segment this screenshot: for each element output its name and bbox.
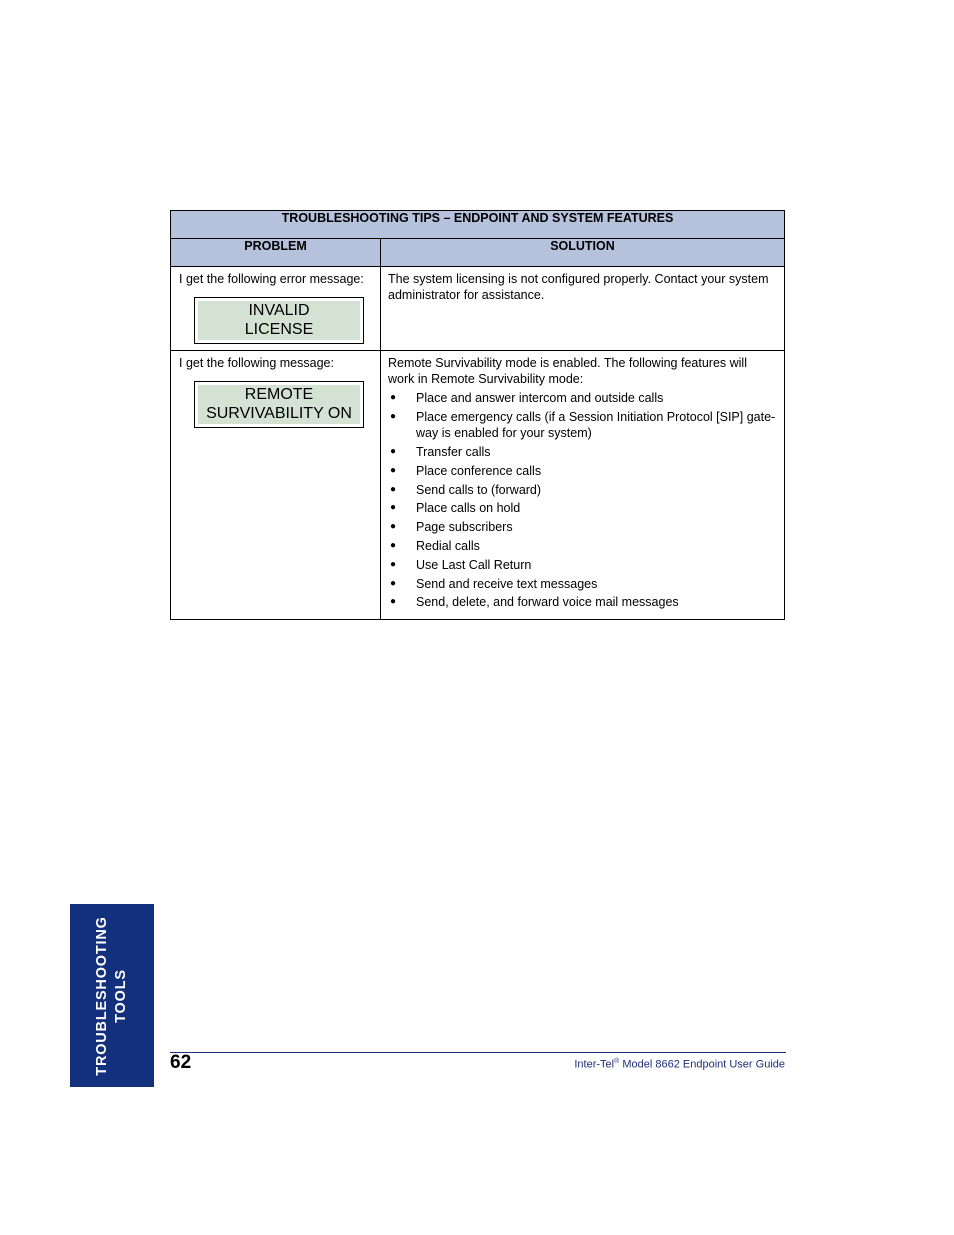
bullet-icon: ● xyxy=(390,558,397,570)
bullet-icon: ● xyxy=(390,392,397,403)
bullet-icon: ● xyxy=(390,410,397,422)
list-item xyxy=(388,538,776,555)
lcd-line: REMOTE xyxy=(244,386,314,403)
footer-guide-title xyxy=(574,1058,785,1071)
list-item-text: Send calls to (forward) xyxy=(416,482,542,497)
bullet-icon: ● xyxy=(390,577,397,589)
list-item xyxy=(388,557,776,574)
list-item-text: Send, delete, and forward voice mail messages xyxy=(416,595,679,610)
problem-text: I get the following error message: xyxy=(179,272,364,286)
list-item xyxy=(388,390,776,407)
bullet-icon: ● xyxy=(390,464,397,476)
section-tab-label xyxy=(93,904,131,1087)
footer-title: Model 8662 Endpoint User Guide xyxy=(619,1058,785,1071)
problem-cell xyxy=(171,267,381,351)
list-item xyxy=(388,576,776,593)
table-title: TROUBLESHOOTING TIPS – ENDPOINT AND SYSTEM FEATURES xyxy=(171,211,785,239)
list-item xyxy=(388,444,776,461)
list-item-text: Redial calls xyxy=(416,539,480,554)
bullet-icon: ● xyxy=(390,502,397,514)
table-row xyxy=(171,351,785,620)
column-header-problem: PROBLEM xyxy=(171,239,381,267)
bullet-icon: ● xyxy=(390,483,397,495)
solution-text: The system licensing is not configured properly. Contact your system administrator for assistance. xyxy=(388,272,769,302)
list-item xyxy=(388,482,776,499)
list-item-text: Place and answer intercom and outside calls xyxy=(416,391,664,405)
footer-divider xyxy=(170,1052,786,1053)
lcd-display xyxy=(194,381,364,428)
lcd-line: LICENSE xyxy=(244,320,314,338)
solution-text: Remote Survivability mode is enabled. The following features will work in Remote Survivability mode: xyxy=(388,356,747,386)
section-tab-line: TROUBLESHOOTING xyxy=(94,915,110,1076)
lcd-screen xyxy=(198,385,360,424)
lcd-line: SURVIVABILITY ON xyxy=(206,404,352,422)
lcd-screen xyxy=(198,301,360,340)
list-item-text: Page subscribers xyxy=(416,520,513,535)
list-item xyxy=(388,500,776,517)
lcd-line: INVALID xyxy=(248,302,310,319)
list-item xyxy=(388,519,776,536)
lcd-display xyxy=(194,297,364,344)
problem-text: I get the following message: xyxy=(179,356,334,370)
list-item-text: Send and receive text messages xyxy=(416,576,598,591)
bullet-icon: ● xyxy=(390,521,397,533)
table-row xyxy=(171,267,785,351)
problem-cell xyxy=(171,351,381,620)
registered-mark: ® xyxy=(614,1058,620,1065)
list-item-text: Place conference calls xyxy=(416,463,542,478)
column-header-solution: SOLUTION xyxy=(381,239,785,267)
list-item-text: Transfer calls xyxy=(416,445,491,460)
solution-cell xyxy=(381,351,785,620)
troubleshooting-table xyxy=(170,210,785,620)
list-item-text: Place calls on hold xyxy=(416,501,521,516)
section-tab xyxy=(70,904,154,1087)
solution-cell xyxy=(381,267,785,351)
feature-list xyxy=(388,390,776,611)
list-item xyxy=(388,463,776,480)
list-item xyxy=(388,409,776,442)
bullet-icon: ● xyxy=(390,446,397,458)
bullet-icon: ● xyxy=(390,540,397,552)
list-item-text: Use Last Call Return xyxy=(416,557,532,572)
list-item-text: Place emergency calls (if a Session Initiation Protocol [SIP] gate-way is enabled for your system) xyxy=(416,409,776,441)
bullet-icon: ● xyxy=(390,596,397,608)
page-number: 62 xyxy=(170,1052,192,1073)
section-tab-line: TOOLS xyxy=(113,968,129,1023)
list-item xyxy=(388,594,776,611)
footer-brand: Inter-Tel xyxy=(574,1058,615,1071)
